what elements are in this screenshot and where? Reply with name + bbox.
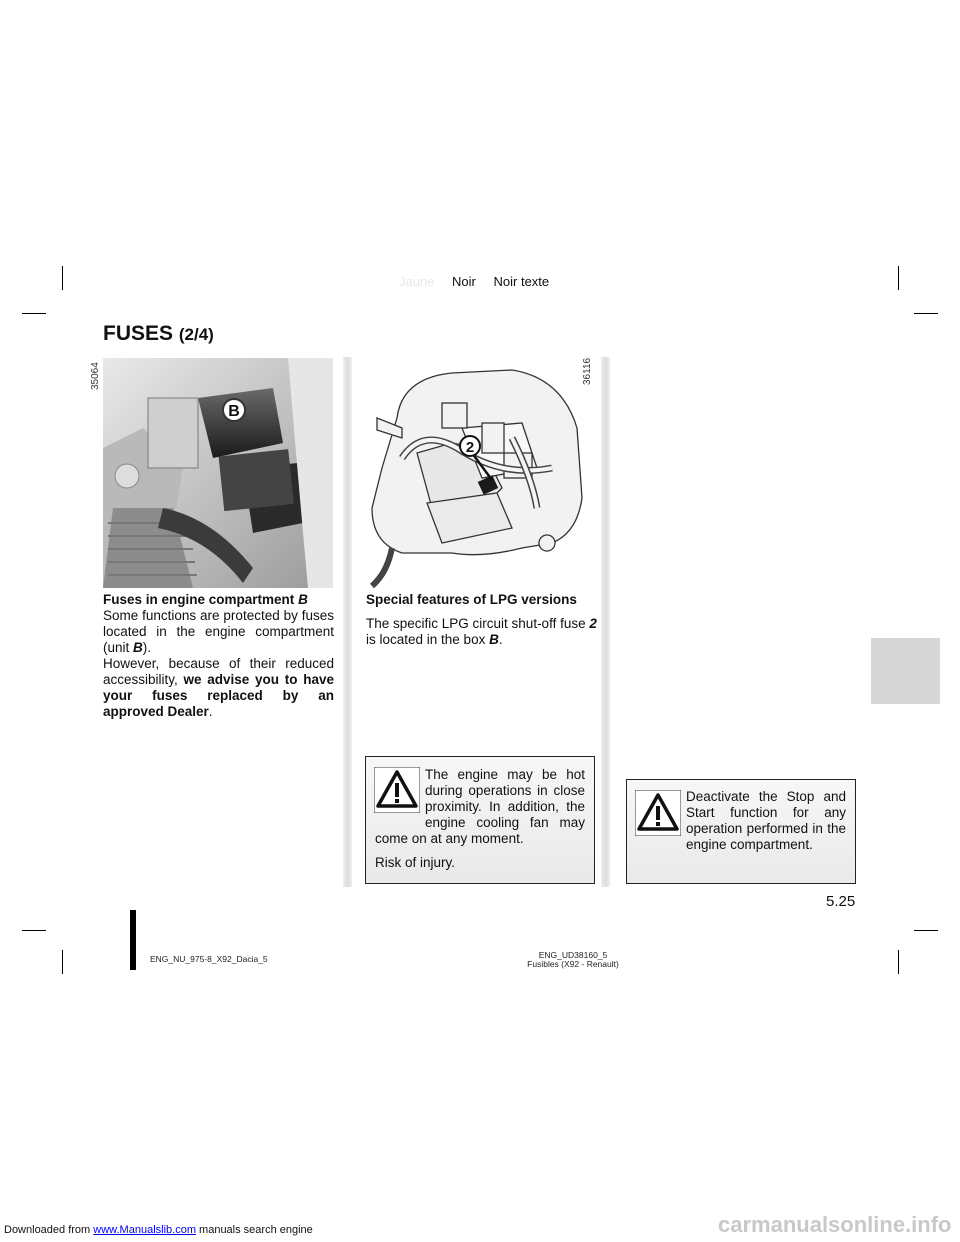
warning-box-stop-start bbox=[626, 779, 856, 884]
crop-mark bbox=[898, 950, 899, 974]
warning-box-hot-engine bbox=[365, 756, 595, 884]
color-mark-jaune: Jaune bbox=[399, 274, 435, 289]
page-title: FUSES (2/4) bbox=[103, 322, 214, 345]
warning-icon bbox=[374, 767, 420, 813]
section-heading-left: Fuses in engine compartment B bbox=[103, 592, 308, 607]
paragraph-2: However, because of their reduced accessibility, we advise you to have your fuses replaced by an approved Dealer. bbox=[103, 656, 334, 719]
column-separator bbox=[601, 357, 610, 887]
image-code-middle: 36116 bbox=[582, 357, 593, 385]
crop-mark bbox=[22, 313, 46, 314]
footer-right-code: ENG_UD38160_5 Fusibles (X92 - Renault) bbox=[527, 950, 619, 969]
fuse-box-drawing bbox=[362, 358, 594, 588]
warning-text-hot-engine: The engine may be hot during operations in close proximity. In addition, the engine cooling fan may come on at any moment. bbox=[375, 767, 585, 846]
engine-compartment-illustration bbox=[103, 358, 333, 588]
section-heading-middle: Special features of LPG versions bbox=[366, 592, 577, 607]
lpg-fuse-text: The specific LPG circuit shut-off fuse 2 is located in the box B. bbox=[366, 616, 597, 647]
crop-mark bbox=[914, 930, 938, 931]
crop-mark bbox=[22, 930, 46, 931]
footer-left-code: ENG_NU_975-8_X92_Dacia_5 bbox=[150, 954, 268, 964]
crop-mark bbox=[62, 950, 63, 974]
download-banner: Downloaded from www.Manualslib.com manuals search engine bbox=[4, 1224, 313, 1236]
color-marks bbox=[399, 274, 549, 289]
label-b: B bbox=[228, 403, 240, 420]
warning-text-stop-start: Deactivate the Stop and Start function for any operation performed in the engine compartment. bbox=[686, 789, 846, 852]
footer-bar bbox=[130, 910, 136, 970]
column-separator bbox=[343, 357, 352, 887]
image-code-left: 35064 bbox=[90, 362, 101, 390]
color-mark-noir: Noir bbox=[452, 274, 476, 289]
warning-icon bbox=[635, 790, 681, 836]
crop-mark bbox=[914, 313, 938, 314]
chapter-tab bbox=[871, 638, 940, 704]
warning-text-injury: Risk of injury. bbox=[375, 855, 456, 870]
label-2: 2 bbox=[465, 439, 475, 456]
crop-mark bbox=[898, 266, 899, 290]
paragraph-1: Some functions are protected by fuses located in the engine compartment (unit B). bbox=[103, 608, 334, 655]
left-text bbox=[103, 592, 334, 720]
page-number: 5.25 bbox=[826, 893, 856, 910]
engine-compartment-photo bbox=[103, 358, 333, 588]
manualslib-link[interactable]: www.Manualslib.com bbox=[93, 1224, 196, 1236]
middle-text bbox=[366, 592, 598, 648]
fuse-box-illustration bbox=[362, 358, 594, 588]
crop-mark bbox=[62, 266, 63, 290]
color-mark-noir-texte: Noir texte bbox=[493, 274, 550, 289]
watermark: carmanualsonline.info bbox=[718, 1212, 952, 1237]
